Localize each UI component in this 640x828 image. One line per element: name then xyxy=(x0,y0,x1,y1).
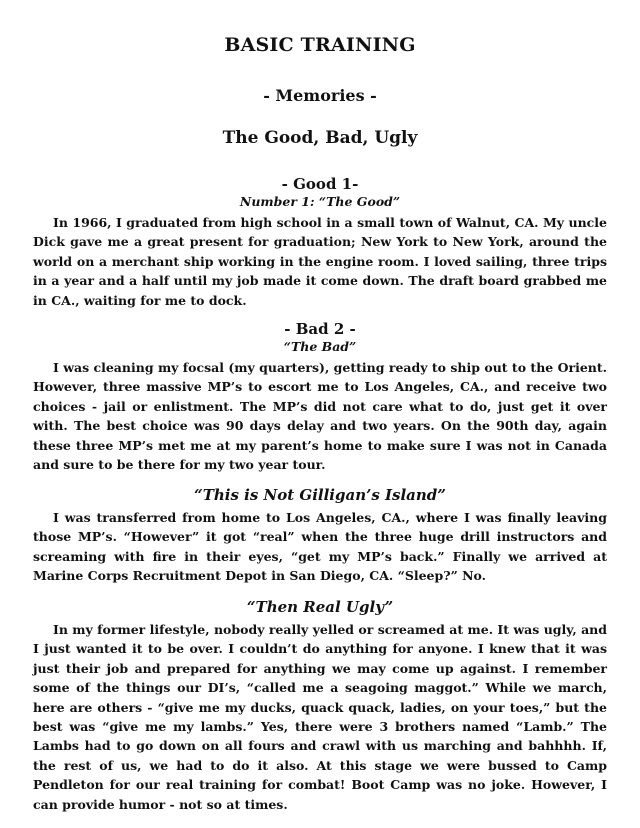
section-heading: - Bad 2 - xyxy=(284,320,356,338)
section-heading: “Then Real Ugly” xyxy=(246,598,394,616)
section-body: In my former lifestyle, nobody really yelled or screamed at me. It was ugly, and I just wanted it to be over. I couldn’t do anything for anyone. I knew that it was just their job and prepared for anything we may come up against. I remember some of the things our DI’s, “called me a seagoing maggot.” While we march, here are others - “give me my ducks, quack quack, ladies, on your toes,” but the best was “give me my lambs.” Yes, there were 3 brothers named “Lamb.” The Lambs had to go down on all fours and crawl with us marching and bahhhh. If, the rest of us, we had to do it also. At this stage we were bussed to Camp Pendleton for our real training for combat! Boot Camp was no joke. However, I can provide humor - not so at times. xyxy=(33,622,607,812)
section-ugly xyxy=(0,597,640,814)
section-good xyxy=(0,175,640,310)
section-gilligan xyxy=(0,485,640,586)
section-body: I was cleaning my focsal (my quarters), getting ready to ship out to the Orient. However, three massive MP’s to escort me to Los Angeles, CA., and receive two choices - jail or enlistment. The MP’s did not care what to do, just get it over with. The best choice was 90 days delay and two years. On the 90th day, again these three MP’s met me at my parent’s home to make sure I was not in Canada and sure to be there for my two year tour. xyxy=(33,360,607,473)
section-bad xyxy=(0,320,640,474)
section-subheading: “The Bad” xyxy=(283,339,357,354)
page-tagline: The Good, Bad, Ugly xyxy=(222,128,418,148)
section-heading: - Good 1- xyxy=(281,175,359,193)
page-title: BASIC TRAINING xyxy=(224,34,416,56)
section-body: In 1966, I graduated from high school in a small town of Walnut, CA. My uncle Dick gave me a great present for graduation; New York to New York, around the world on a merchant ship working in the engine room. I loved sailing, three trips in a year and a half until my job made it come down. The draft board grabbed me in CA., waiting for me to dock. xyxy=(33,215,607,308)
page-subtitle: - Memories - xyxy=(263,86,377,105)
section-body: I was transferred from home to Los Angeles, CA., where I was finally leaving those MP’s. “However” it got “real” when the three huge drill instructors and screaming with fire in their eyes, “get my MP’s back.” Finally we arrived at Marine Corps Recruitment Depot in San Diego, CA. “Sleep?” No. xyxy=(33,510,607,584)
section-heading: “This is Not Gilligan’s Island” xyxy=(194,486,446,504)
section-subheading: Number 1: “The Good” xyxy=(239,194,401,209)
